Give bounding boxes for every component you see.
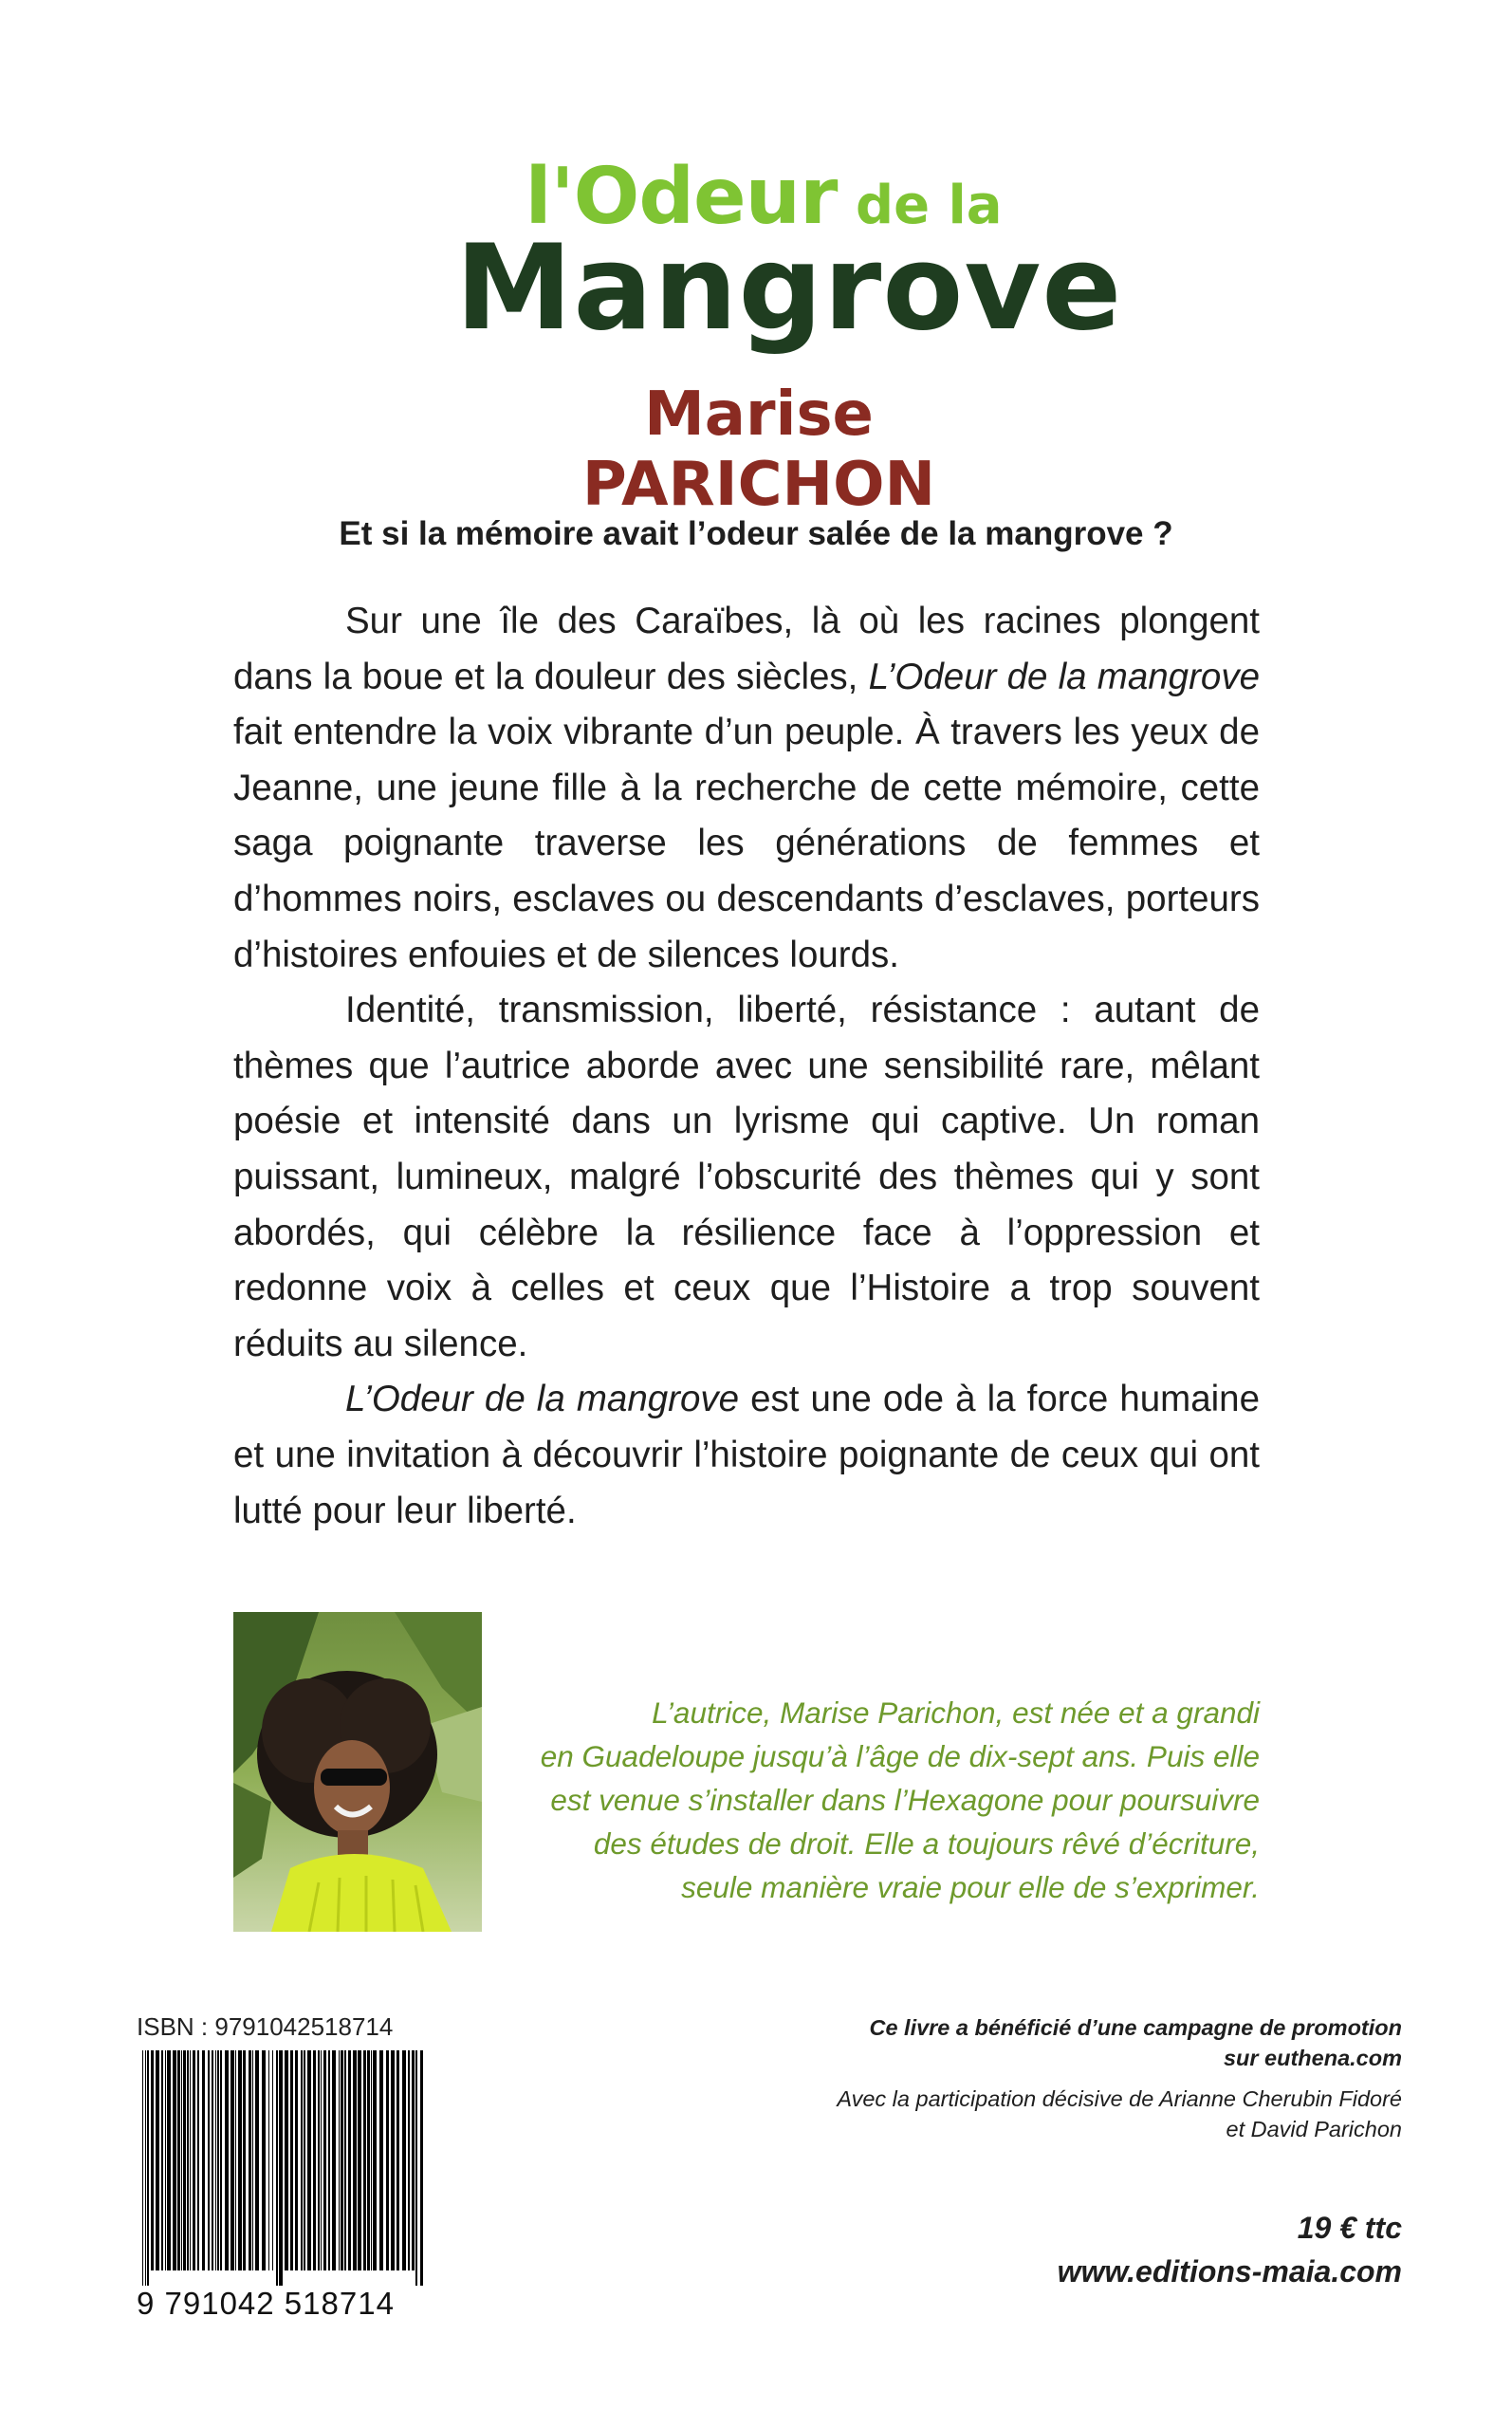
- bio-line: seule manière vraie pour elle de s’exprimer.: [681, 1870, 1260, 1904]
- participation-line-1: Avec la participation décisive de Arianne Cherubin Fidoré: [837, 2086, 1402, 2111]
- barcode-bar: [151, 2050, 154, 2270]
- blurb-body: [233, 594, 1260, 1539]
- barcode-bar: [183, 2050, 186, 2270]
- barcode-bar: [243, 2050, 246, 2270]
- barcode-bar: [202, 2050, 205, 2270]
- blurb-p3-italic-title: L’Odeur de la mangrove: [345, 1379, 740, 1420]
- blurb-p1-italic-title: L’Odeur de la mangrove: [868, 656, 1260, 697]
- barcode-bar: [276, 2050, 278, 2286]
- barcode-bar: [181, 2050, 182, 2270]
- title-de-la: de la: [837, 175, 1003, 236]
- barcode-bar: [262, 2050, 266, 2270]
- promotion-note: [721, 2012, 1402, 2073]
- barcode-bar: [167, 2050, 171, 2270]
- price: 19 € ttc: [1297, 2211, 1402, 2245]
- barcode-bar: [341, 2050, 343, 2270]
- blurb-paragraph-1: [233, 594, 1260, 983]
- barcode-bar: [161, 2050, 163, 2270]
- barcode-bar: [412, 2050, 415, 2270]
- barcode-bar: [145, 2050, 146, 2286]
- participation-note: [721, 2084, 1402, 2144]
- blurb-p1-text-b: fait entendre la voix vibrante d’un peuple. À travers les yeux de Jeanne, une jeune fille à la recherche de cette mémoire, cette saga poignante traverse les générations de femmes et d’hommes noirs, esclaves ou descendants d’esclaves, porteurs d’histoires enfouies et de silences lourds.: [233, 712, 1260, 975]
- barcode-bar: [217, 2050, 219, 2270]
- barcode-bar: [332, 2050, 336, 2270]
- barcode-bar: [268, 2050, 269, 2270]
- barcode-bar: [252, 2050, 253, 2270]
- author-photo: [233, 1612, 482, 1932]
- barcode-bar: [193, 2050, 195, 2270]
- barcode-bar: [249, 2050, 251, 2270]
- barcode-bar: [323, 2050, 326, 2270]
- barcode-bar: [212, 2050, 213, 2270]
- barcode-bar: [156, 2050, 159, 2270]
- publisher-website: www.editions-maia.com: [1057, 2254, 1402, 2289]
- barcode-bar: [255, 2050, 259, 2270]
- author-bio: [484, 1691, 1260, 1909]
- barcode-bar: [396, 2050, 399, 2270]
- barcode-bar: [373, 2050, 377, 2270]
- promo-line-1: Ce livre a bénéficié d’une campagne de promotion: [869, 2015, 1402, 2040]
- barcode-bar: [415, 2050, 417, 2286]
- barcode-bar: [391, 2050, 395, 2270]
- barcode-bar: [328, 2050, 330, 2270]
- barcode-bar: [304, 2050, 305, 2270]
- barcode-bar: [173, 2050, 176, 2270]
- barcode-bar: [238, 2050, 242, 2270]
- barcode-bar: [313, 2050, 316, 2270]
- barcode-bar: [301, 2050, 303, 2270]
- barcode-bar: [190, 2050, 191, 2270]
- barcode-bar: [353, 2050, 357, 2270]
- barcode-bar: [339, 2050, 340, 2270]
- barcode-bar: [367, 2050, 370, 2270]
- barcode-bar: [235, 2050, 236, 2270]
- barcode-bar: [408, 2050, 410, 2270]
- barcode-bar: [318, 2050, 320, 2270]
- title-odeur: l'Odeur: [525, 152, 838, 242]
- barcode-bar: [285, 2050, 288, 2270]
- barcode-bar: [220, 2050, 222, 2270]
- author-name: Marise PARICHON: [581, 380, 936, 520]
- bio-line: en Guadeloupe jusqu’à l’âge de dix-sept ans. Puis elle: [540, 1739, 1260, 1773]
- barcode-bar: [307, 2050, 311, 2270]
- blurb-paragraph-3: [233, 1372, 1260, 1539]
- bio-line: est venue s’installer dans l’Hexagone pour poursuivre: [550, 1783, 1260, 1817]
- isbn-label: ISBN : 9791042518714: [137, 2012, 394, 2041]
- bio-line: des études de droit. Elle a toujours rêvé d’écriture,: [593, 1826, 1260, 1861]
- barcode-bar: [290, 2050, 293, 2270]
- barcode-bar: [279, 2050, 283, 2286]
- barcode-bar: [420, 2050, 423, 2286]
- barcode-bar: [344, 2050, 346, 2270]
- barcode-bar: [348, 2050, 351, 2270]
- barcode-bar: [321, 2050, 322, 2270]
- barcode-bar: [379, 2050, 383, 2270]
- barcode-bars: [137, 2050, 427, 2286]
- barcode-bar: [225, 2050, 229, 2270]
- barcode-bar: [142, 2050, 143, 2286]
- barcode-bar: [177, 2050, 180, 2270]
- barcode-bar: [363, 2050, 366, 2270]
- barcode: [137, 2050, 427, 2286]
- barcode-bar: [386, 2050, 389, 2270]
- barcode-bar: [295, 2050, 298, 2270]
- blurb-paragraph-2: Identité, transmission, liberté, résistance : autant de thèmes que l’autrice aborde avec une sensibilité rare, mêlant poésie et intensité dans un lyrisme qui captive. Un roman puissant, lumineux, malgré l’obscurité des thèmes qui y sont abordés, qui célèbre la résilience face à l’oppression et redonne voix à celles et ceux que l’Histoire a trop souvent réduits au silence.: [233, 990, 1260, 1364]
- participation-line-2: et David Parichon: [1226, 2117, 1402, 2141]
- barcode-bar: [215, 2050, 216, 2270]
- blurb-p3-text: est une ode à la force humaine et une invitation à découvrir l’histoire poignante de ceux qui ont lutté pour leur liberté.: [233, 1379, 1260, 1531]
- barcode-bar: [230, 2050, 234, 2270]
- barcode-bar: [402, 2050, 406, 2270]
- barcode-bar: [187, 2050, 189, 2270]
- title-mangrove: Mangrove: [455, 220, 1123, 357]
- promo-line-2: sur euthena.com: [1223, 2046, 1402, 2070]
- tagline: Et si la mémoire avait l’odeur salée de la mangrove ?: [339, 515, 1173, 552]
- barcode-bar: [272, 2050, 273, 2270]
- barcode-bar: [358, 2050, 361, 2270]
- author-photo-illustration: [233, 1612, 482, 1932]
- blurb-p1-text-a: Sur une île des Caraïbes, là où les racines plongent dans la boue et la douleur des siècles,: [233, 601, 1260, 697]
- barcode-bar: [165, 2050, 166, 2270]
- bio-line: L’autrice, Marise Parichon, est née et a grandi: [652, 1696, 1260, 1730]
- barcode-bar: [208, 2050, 210, 2270]
- barcode-bar: [147, 2050, 149, 2286]
- barcode-bar: [371, 2050, 372, 2270]
- barcode-bar: [197, 2050, 199, 2270]
- isbn-digits: 9 791042 518714: [137, 2286, 395, 2321]
